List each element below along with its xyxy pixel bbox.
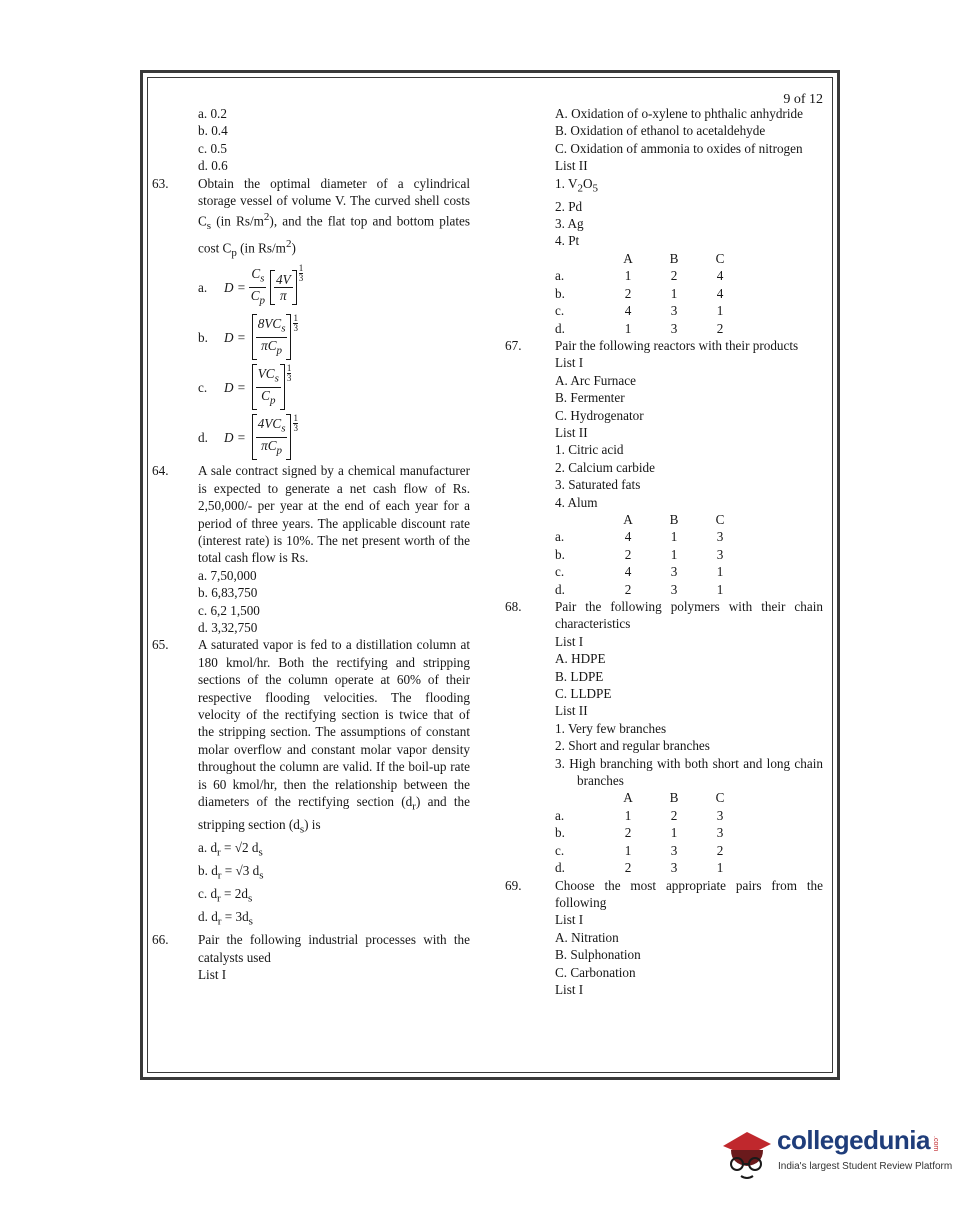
question-text: Pair the following polymers with their chain characteristics — [555, 599, 823, 632]
table-row: c. 4 3 1 — [555, 303, 724, 319]
option: a. $d_r = √2$ $d_s$ — [198, 840, 263, 859]
list-item: 4. Pt — [555, 233, 580, 249]
question-text: Pair the following reactors with their products — [555, 337, 799, 353]
list-item: A. HDPE — [555, 651, 606, 667]
logo-tagline: India's largest Student Review Platform — [778, 1161, 953, 1172]
question-text: Choose the most appropriate pairs from the following — [555, 877, 823, 910]
option: d. $d_r = 3d_s$ — [198, 909, 253, 928]
option: d. 3,32,750 — [198, 619, 258, 635]
option: b. $d_r = √3$ $d_s$ — [198, 863, 264, 882]
question-text: A sale contract signed by a chemical manufacturer is expected to generate a net cash flow of Rs. 2,50,000/- per year at the end of each year for a period of three years. The applicable discount rate (interest rate) is 10%. The net present worth of the total cash flow is Rs. — [198, 463, 470, 566]
list-item: A. Oxidation of o-xylene to phthalic anhydride — [555, 106, 803, 121]
list-item: A. Arc Furnace — [555, 372, 636, 388]
list-heading: List II — [555, 158, 588, 174]
table-row: d. 2 3 1 — [555, 860, 724, 876]
option: a. 0.2 — [198, 106, 227, 121]
table-row: d. 1 3 2 — [555, 320, 724, 336]
list-item: 1. Very few branches — [555, 720, 667, 736]
question-66-continued — [505, 105, 823, 337]
left-column — [152, 105, 470, 984]
question-number: 63. — [152, 175, 169, 191]
table-row: a. 1 2 4 — [555, 268, 724, 284]
list-item: 2. Calcium carbide — [555, 459, 655, 475]
list-heading: List I — [555, 355, 584, 371]
list-item: A. Nitration — [555, 929, 619, 945]
match-table — [555, 511, 743, 598]
question-number: 66. — [152, 932, 169, 948]
question-69 — [505, 877, 823, 999]
formula-option-c: c. D = $\frac{VC_s}{C_p}$ 1 3 — [198, 362, 470, 412]
table-row: a. 1 2 3 — [555, 807, 724, 823]
table-row: b. 2 1 3 — [555, 546, 724, 562]
list-heading: List II — [555, 703, 588, 719]
list-item: 4. Alum — [555, 494, 598, 510]
question-67 — [505, 337, 823, 598]
question-text: Obtain the optimal diameter of a cylindrical storage vessel of volume V. The curved shell costs $C_s$ (in $Rs/m^2$), and the flat top and bottom plates cost $C_p$ (in $Rs/m^2$) — [198, 175, 471, 259]
question-65 — [152, 636, 470, 931]
option: c. 0.5 — [198, 140, 227, 156]
list-item: 2. Short and regular branches — [555, 738, 710, 754]
logo-wordmark: collegedunia — [777, 1125, 930, 1155]
question-64 — [152, 462, 470, 636]
table-row: d. 2 3 1 — [555, 581, 724, 597]
table-header: A B C — [623, 790, 725, 806]
list-item: B. Sulphonation — [555, 947, 641, 963]
list-item: B. Fermenter — [555, 390, 625, 406]
question-number: 68. — [505, 599, 522, 615]
question-63 — [152, 175, 470, 463]
option: b. 0.4 — [198, 123, 228, 139]
list-heading: List I — [555, 981, 584, 997]
q62-options — [152, 105, 470, 175]
question-number: 64. — [152, 463, 169, 479]
list-item: C. Oxidation of ammonia to oxides of nitrogen — [555, 140, 803, 156]
list-item: C. LLDPE — [555, 686, 612, 702]
option: d. 0.6 — [198, 158, 228, 174]
option: b. 6,83,750 — [198, 585, 258, 601]
match-table — [555, 250, 743, 337]
list-item: 1. $V_2O_5$ — [555, 175, 599, 195]
list-item: B. LDPE — [555, 668, 604, 684]
list-item: 2. Pd — [555, 198, 583, 214]
list-heading: List I — [555, 912, 584, 928]
right-column — [505, 105, 823, 998]
list-item: 3. Ag — [555, 216, 584, 232]
table-header: A B C — [623, 511, 725, 527]
question-number: 65. — [152, 637, 169, 653]
page-number: 9 of 12 — [783, 92, 823, 107]
list-item: 1. Citric acid — [555, 442, 624, 458]
option: c. 6,2 1,500 — [198, 602, 260, 618]
list-heading: List I — [198, 967, 227, 983]
list-item: C. Hydrogenator — [555, 407, 644, 423]
table-row: b. 2 1 3 — [555, 825, 724, 841]
table-row: b. 2 1 4 — [555, 285, 724, 301]
match-table — [555, 789, 743, 876]
logo-suffix: .com — [932, 1136, 939, 1152]
question-text: A saturated vapor is fed to a distillation column at 180 kmol/hr. Both the rectifying and stripping sections of the column operate at 60% of their respective flooding velocities. The flooding velocity of the rectifying section is twice that of the stripping section. The assumptions of constant molar overflow and constant molar vapor density throughout the column are valid. If the boil-up rate is 60 kmol/hr, then the relationship between the diameters of the rectifying section $(d_r)$ and the stripping section $(d_s)$ is — [198, 637, 470, 836]
list-heading: List II — [555, 424, 588, 440]
question-number: 67. — [505, 337, 522, 353]
option: c. $d_r = 2d_s$ — [198, 886, 253, 905]
list-item: C. Carbonation — [555, 964, 636, 980]
list-item: 3. Saturated fats — [555, 477, 641, 493]
question-number: 69. — [505, 877, 522, 893]
table-row: a. 4 1 3 — [555, 529, 724, 545]
table-row: c. 4 3 1 — [555, 564, 724, 580]
formula-option-b: b. D = $\frac{8VC_s}{\pi C_p}$ 1 3 — [198, 312, 470, 362]
formula-option-a: a. D = $\frac{C_s}{C_p}$ $\frac{4V}{\pi}$ 1 3 — [198, 262, 304, 307]
list-item: B. Oxidation of ethanol to acetaldehyde — [555, 123, 766, 139]
question-68 — [505, 598, 823, 877]
list-item: 3. High branching with both short and long chain branches — [555, 755, 823, 789]
list-heading: List I — [555, 633, 584, 649]
option: a. 7,50,000 — [198, 567, 257, 583]
question-66 — [152, 931, 470, 983]
formula-option-d: d. D = $\frac{4VC_s}{\pi C_p}$ 1 3 — [198, 412, 470, 462]
table-header: A B C — [623, 250, 725, 266]
question-text: Pair the following industrial processes with the catalysts used — [198, 932, 470, 965]
table-row: c. 1 3 2 — [555, 842, 724, 858]
